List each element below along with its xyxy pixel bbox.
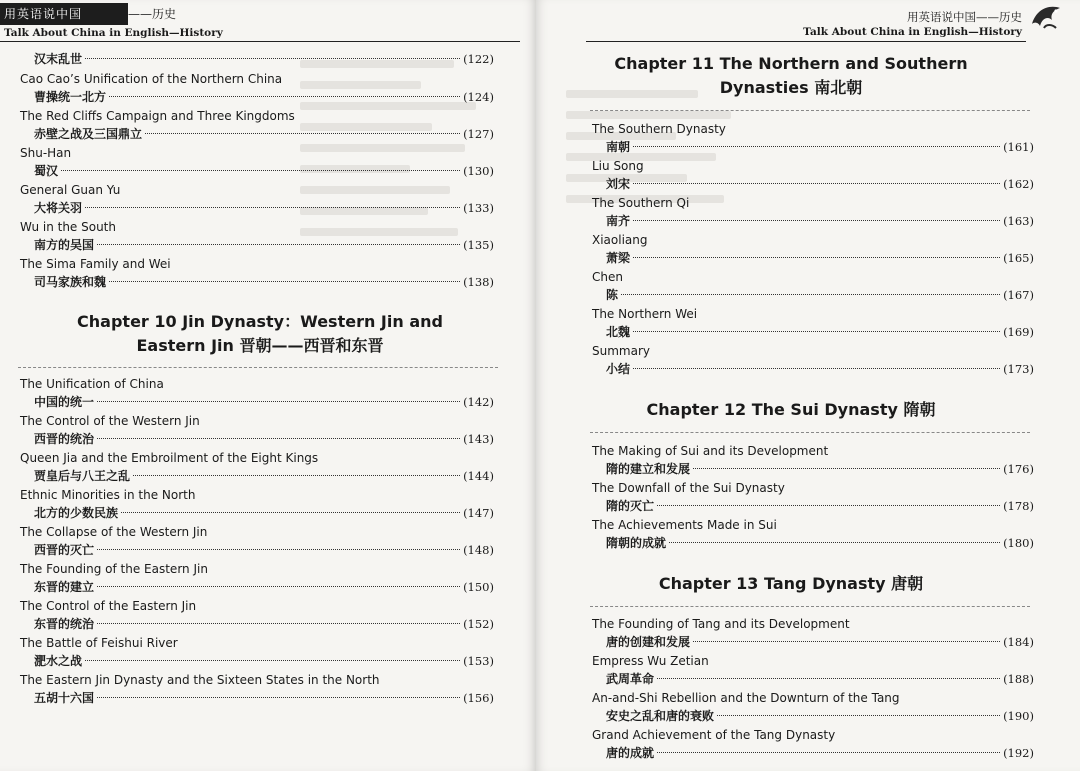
header-right-cn: 用英语说中国——历史 — [907, 10, 1022, 24]
toc-entry-en: The Southern Qi — [592, 196, 690, 210]
toc-page-number: (152) — [463, 617, 494, 631]
toc-page-number: (176) — [1003, 462, 1034, 476]
toc-entry — [592, 726, 1034, 763]
toc-entry-cn: 大将关羽 — [34, 201, 83, 215]
toc-entry-en: The Control of the Western Jin — [20, 414, 200, 428]
leader-dots — [145, 133, 460, 134]
toc-entry-en: The Founding of Tang and its Development — [592, 617, 850, 631]
toc-entry-cn: 南朝 — [606, 140, 631, 154]
toc-entry-en: The Collapse of the Western Jin — [20, 525, 208, 539]
leader-dots — [633, 331, 1000, 332]
leader-dots — [633, 183, 1000, 184]
toc-entry — [20, 107, 494, 144]
leader-dots — [109, 96, 460, 97]
page-header-left — [0, 0, 536, 44]
toc-entry-en: Queen Jia and the Embroilment of the Eight Kings — [20, 451, 319, 465]
toc-page-number: (124) — [463, 90, 494, 104]
section-rule — [590, 110, 1030, 111]
toc-entry — [20, 449, 494, 486]
toc-entry-cn: 淝水之战 — [34, 654, 83, 668]
leader-dots — [109, 281, 460, 282]
leader-dots — [633, 257, 1000, 258]
toc-entry — [592, 342, 1034, 379]
leader-dots — [97, 586, 460, 587]
toc-entry-cn: 刘宋 — [606, 177, 631, 191]
toc-entry-en: The Founding of the Eastern Jin — [20, 562, 208, 576]
toc-entry-cn: 北方的少数民族 — [34, 506, 119, 520]
toc-entry-en: The Achievements Made in Sui — [592, 518, 777, 532]
toc-entry-en: The Sima Family and Wei — [20, 257, 171, 271]
toc-entry-cn: 东晋的统治 — [34, 617, 95, 631]
toc-entry-en: The Northern Wei — [592, 307, 698, 321]
toc-entry-cn: 萧梁 — [606, 251, 631, 265]
toc-entry — [20, 597, 494, 634]
toc-page-number: (192) — [1003, 746, 1034, 760]
chapter-heading-line1: Chapter 10 Jin Dynasty：Western Jin and — [77, 312, 443, 331]
toc-page-number: (150) — [463, 580, 494, 594]
toc-entry-cn: 武周革命 — [606, 672, 655, 686]
toc-entry-cn: 东晋的建立 — [34, 580, 95, 594]
toc-entry-cn: 安史之乱和唐的衰败 — [606, 709, 715, 723]
toc-entry — [592, 479, 1034, 516]
toc-entry-en: Chen — [592, 270, 623, 284]
toc-entry-en: The Red Cliffs Campaign and Three Kingdoms — [20, 109, 295, 123]
toc-page-number: (147) — [463, 506, 494, 520]
toc-entry-en: Xiaoliang — [592, 233, 648, 247]
toc-page-number: (162) — [1003, 177, 1034, 191]
toc-entry — [592, 305, 1034, 342]
leader-dots — [97, 623, 460, 624]
toc-page-number: (163) — [1003, 214, 1034, 228]
right-page — [536, 0, 1080, 771]
toc-page-number: (133) — [463, 201, 494, 215]
chapter-heading-line2: Dynasties 南北朝 — [719, 78, 863, 97]
leader-dots — [121, 512, 460, 513]
toc-entry — [20, 70, 494, 107]
toc-entry — [20, 671, 494, 708]
toc-entry — [592, 689, 1034, 726]
toc-page-number: (130) — [463, 164, 494, 178]
toc-entry-en: Liu Song — [592, 159, 644, 173]
leader-dots — [621, 294, 1000, 295]
leader-dots — [633, 368, 1000, 369]
toc-entry-cn: 蜀汉 — [34, 164, 59, 178]
toc-entry-en: The Making of Sui and its Development — [592, 444, 829, 458]
toc-entry-cn: 赤壁之战及三国鼎立 — [34, 127, 143, 141]
header-right-en: Talk About China in English—History — [803, 26, 1022, 38]
toc-entry-cn: 陈 — [606, 288, 619, 302]
toc-entry-en: The Eastern Jin Dynasty and the Sixteen States in the North — [20, 673, 380, 687]
toc-page-number: (184) — [1003, 635, 1034, 649]
chapter-heading: Chapter 13 Tang Dynasty 唐朝 — [658, 574, 924, 593]
leader-dots — [97, 244, 460, 245]
header-subject: ——历史 — [128, 7, 177, 21]
toc-entry — [592, 268, 1034, 305]
toc-entry — [20, 255, 494, 292]
toc-entry-cn: 北魏 — [606, 325, 631, 339]
toc-entry-en: Summary — [592, 344, 650, 358]
toc-entry — [20, 560, 494, 597]
toc-entry — [592, 157, 1034, 194]
toc-entry — [592, 652, 1034, 689]
toc-entry-cn: 贾皇后与八王之乱 — [34, 469, 131, 483]
toc-page-number: (144) — [463, 469, 494, 483]
toc-entry-cn: 小结 — [606, 362, 631, 376]
toc-entry — [592, 194, 1034, 231]
leader-dots — [633, 220, 1000, 221]
chapter-heading — [20, 310, 500, 358]
toc-page-number: (178) — [1003, 499, 1034, 513]
toc-entry-en: General Guan Yu — [20, 183, 121, 197]
toc-page-number: (143) — [463, 432, 494, 446]
toc-page-number: (153) — [463, 654, 494, 668]
leader-dots — [693, 468, 1000, 469]
toc-entry-cn: 隋的建立和发展 — [606, 462, 691, 476]
leader-dots — [657, 505, 1000, 506]
toc-entry-cn: 汉末乱世 — [34, 52, 83, 66]
toc-page-number: (161) — [1003, 140, 1034, 154]
toc-entry-en: An-and-Shi Rebellion and the Downturn of the Tang — [592, 691, 900, 705]
toc-page-number: (148) — [463, 543, 494, 557]
toc-entry-en: Ethnic Minorities in the North — [20, 488, 196, 502]
toc-page-number: (135) — [463, 238, 494, 252]
toc-page-number: (127) — [463, 127, 494, 141]
toc-entry-en: The Southern Dynasty — [592, 122, 726, 136]
chapter-heading: Chapter 12 The Sui Dynasty 隋朝 — [646, 400, 936, 419]
chapter-heading — [576, 52, 1006, 100]
leader-dots — [97, 549, 460, 550]
left-page — [0, 0, 536, 771]
toc-entry-cn: 西晋的灭亡 — [34, 543, 95, 557]
leader-dots — [669, 542, 1000, 543]
toc-page-number: (167) — [1003, 288, 1034, 302]
leader-dots — [97, 697, 460, 698]
toc-page-number: (156) — [463, 691, 494, 705]
toc-entry-en: Shu-Han — [20, 146, 72, 160]
toc-entry-cn: 南方的吴国 — [34, 238, 95, 252]
toc-page-number: (190) — [1003, 709, 1034, 723]
toc-entry — [592, 516, 1034, 553]
chapter-heading-line2: Eastern Jin 晋朝——西晋和东晋 — [136, 336, 384, 355]
dragon-logo-icon — [1026, 2, 1066, 34]
header-rule — [586, 41, 1026, 42]
leader-dots — [97, 438, 460, 439]
toc-entry-en: Wu in the South — [20, 220, 116, 234]
toc-entry — [20, 375, 494, 412]
section-rule — [590, 606, 1030, 607]
toc-entry — [592, 231, 1034, 268]
toc-entry-en: Grand Achievement of the Tang Dynasty — [592, 728, 836, 742]
leader-dots — [85, 660, 460, 661]
leader-dots — [657, 678, 1000, 679]
toc-page-number: (169) — [1003, 325, 1034, 339]
leader-dots — [633, 146, 1000, 147]
leader-dots — [61, 170, 460, 171]
toc-entry-cn: 隋朝的成就 — [606, 536, 667, 550]
leader-dots — [85, 58, 460, 59]
toc-entry-en: Cao Cao’s Unification of the Northern China — [20, 72, 283, 86]
toc-page-number: (188) — [1003, 672, 1034, 686]
toc-entry-cn: 曹操统一北方 — [34, 90, 107, 104]
toc-entry-en: The Battle of Feishui River — [20, 636, 178, 650]
leader-dots — [133, 475, 460, 476]
toc-entry-cn: 唐的成就 — [606, 746, 655, 760]
toc-entry-en: The Unification of China — [20, 377, 164, 391]
header-english-title: Talk About China in English—History — [4, 27, 223, 39]
toc-entry — [592, 120, 1034, 157]
toc-entry — [20, 144, 494, 181]
toc-page-number: (173) — [1003, 362, 1034, 376]
toc-entry — [20, 218, 494, 255]
toc-entry-en: The Control of the Eastern Jin — [20, 599, 197, 613]
toc-entry — [20, 634, 494, 671]
leader-dots — [717, 715, 1000, 716]
toc-entry — [20, 486, 494, 523]
toc-page-number: (180) — [1003, 536, 1034, 550]
toc-entry-cn: 西晋的统治 — [34, 432, 95, 446]
leader-dots — [693, 641, 1000, 642]
header-series-badge: 用英语说中国 — [0, 3, 128, 25]
toc-entry-cn: 司马家族和魏 — [34, 275, 107, 289]
toc-entry-cn: 隋的灭亡 — [606, 499, 655, 513]
toc-page-number: (122) — [463, 52, 494, 66]
toc-entry-cn: 五胡十六国 — [34, 691, 95, 705]
leader-dots — [97, 401, 460, 402]
toc-entry-cn: 中国的统一 — [34, 395, 95, 409]
toc-page-number: (142) — [463, 395, 494, 409]
header-rule — [0, 41, 520, 42]
section-rule — [18, 367, 498, 368]
toc-entry — [20, 181, 494, 218]
toc-entry-en: Empress Wu Zetian — [592, 654, 709, 668]
toc-page-number: (165) — [1003, 251, 1034, 265]
leader-dots — [657, 752, 1000, 753]
toc-entry — [20, 412, 494, 449]
section-rule — [590, 432, 1030, 433]
toc-entry — [592, 615, 1034, 652]
toc-entry-en: The Downfall of the Sui Dynasty — [592, 481, 785, 495]
toc-entry-cn: 唐的创建和发展 — [606, 635, 691, 649]
toc-page-number: (138) — [463, 275, 494, 289]
toc-entry — [20, 50, 494, 69]
toc-entry — [592, 442, 1034, 479]
leader-dots — [85, 207, 460, 208]
toc-entry-cn: 南齐 — [606, 214, 631, 228]
chapter-heading-line1: Chapter 11 The Northern and Southern — [614, 54, 968, 73]
toc-entry — [20, 523, 494, 560]
